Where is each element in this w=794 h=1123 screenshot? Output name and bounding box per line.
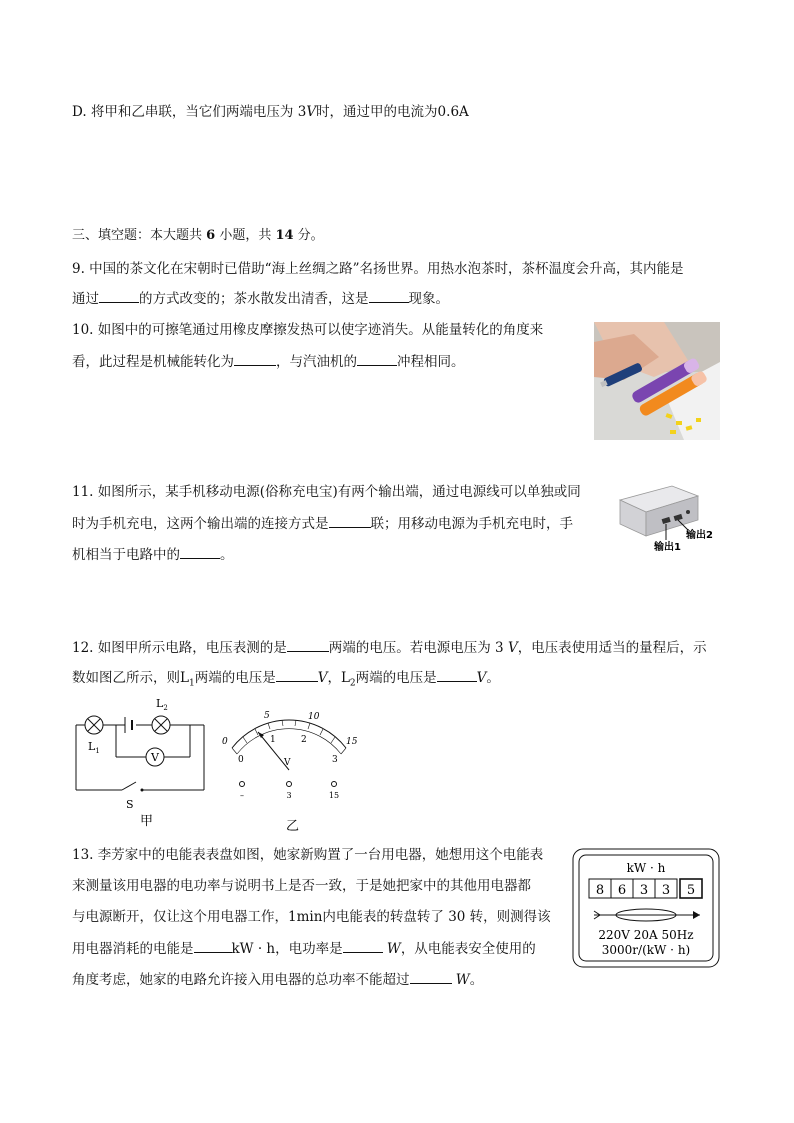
tick-lower-3: 3 — [332, 755, 338, 765]
voltmeter-label: V — [151, 751, 159, 764]
q9-text-2b: 的方式改变的；茶水散发出清香，这是 — [139, 291, 369, 307]
q13-unit-w2: W — [455, 972, 470, 988]
terminal-label-3: 3 — [286, 791, 292, 800]
q10-text-2b: ，与汽油机的 — [276, 354, 357, 370]
q12-unit-1: V — [317, 670, 328, 686]
q12-text-2c: ，L — [327, 670, 350, 686]
output-1-label: 输出1 — [654, 542, 681, 553]
q13-unit-w: W — [386, 941, 401, 957]
q12-text-2e: 。 — [486, 670, 500, 686]
meter-v-label: V — [284, 758, 291, 768]
needle-arrow-icon — [258, 732, 264, 738]
answer-blank[interactable] — [180, 544, 220, 559]
answer-blank[interactable] — [194, 938, 232, 953]
q11-text-2b: 联；用移动电源为手机充电时，手 — [370, 516, 573, 532]
voltmeter-dial — [218, 702, 363, 837]
q13-text-5a: 角度考虑，她家的电路允许接入用电器的总功率不能超过 — [72, 972, 410, 988]
q13-line-1 — [72, 845, 543, 865]
q11-text-3b: 。 — [220, 547, 234, 563]
answer-blank[interactable] — [287, 637, 329, 652]
tick-lower-2: 2 — [301, 735, 307, 745]
q13-text-4c: ，从电能表安全使用的 — [400, 941, 536, 957]
q11-text-1: 11. 如图所示，某手机移动电源(俗称充电宝)有两个输出端，通过电源线可以单独或同 — [72, 484, 581, 500]
l2-label — [156, 697, 168, 712]
q11-text-2a: 时为手机充电，这两个输出端的连接方式是 — [72, 516, 329, 532]
meter-digit: 3 — [639, 883, 649, 898]
terminal-15-icon — [332, 782, 337, 787]
meter-digit: 6 — [617, 883, 627, 898]
q13-text-4b: kW · h，电功率是 — [231, 941, 343, 957]
q13-text-3: 与电源断开，仅让这个用电器工作，1min内电能表的转盘转了 30 转，则测得该 — [72, 909, 551, 925]
lamp-l2-icon — [152, 716, 170, 734]
meter-digit: 5 — [686, 883, 696, 898]
q12-sub-1: 1 — [188, 678, 195, 689]
q10-line-2 — [72, 351, 465, 372]
q13-text-4a: 用电器消耗的电能是 — [72, 941, 194, 957]
q9-text-2a: 通过 — [72, 291, 99, 307]
meter-counter — [589, 879, 702, 898]
q13-text-1: 13. 李芳家中的电能表表盘如图，她家新购置了一台用电器，她想用这个电能表 — [72, 847, 544, 863]
terminal-negative-icon — [240, 782, 245, 787]
answer-blank[interactable] — [369, 288, 409, 303]
q12-text-1a: 12. 如图甲所示电路，电压表测的是 — [72, 640, 287, 656]
option-d-prefix: D. 将甲和乙串联，当它们两端电压为 3 — [72, 104, 307, 120]
tick-upper-0: 0 — [222, 737, 228, 747]
terminal-label-15: 15 — [328, 791, 340, 800]
figure-b-caption: 乙 — [286, 819, 300, 834]
l2-sub: 2 — [163, 704, 168, 712]
option-d-unit: V — [306, 104, 317, 120]
answer-blank[interactable] — [437, 667, 477, 682]
option-d — [72, 102, 469, 122]
tick-lower-0: 0 — [238, 755, 244, 765]
terminal-3-icon — [287, 782, 292, 787]
switch-contact-icon — [141, 789, 144, 792]
q11-line-1 — [72, 482, 581, 502]
section-title-b: 小题，共 — [215, 228, 276, 243]
terminal-label-negative: – — [240, 791, 244, 800]
answer-blank[interactable] — [99, 288, 139, 303]
erasable-pen-photo — [594, 322, 720, 440]
meter-digit: 8 — [595, 883, 605, 898]
q13-line-4 — [72, 938, 536, 959]
q13-line-5 — [72, 969, 483, 990]
q12-text-1b: 两端的电压。若电源电压为 3 — [328, 640, 508, 656]
meter-unit-label: kW · h — [626, 861, 666, 875]
q12-text-1c: ，电压表使用适当的量程后，示 — [517, 640, 707, 656]
q12-line-2 — [72, 667, 500, 694]
section-title-a: 三、填空题：本大题共 — [72, 228, 207, 243]
l2-letter: L — [156, 697, 164, 710]
q12-unit-2: V — [476, 670, 487, 686]
answer-blank[interactable] — [410, 969, 452, 984]
answer-blank[interactable] — [343, 938, 383, 953]
meter-spec-2: 3000r/(kW · h) — [601, 943, 691, 957]
l1-letter: L — [88, 740, 96, 753]
section-3-heading — [72, 226, 324, 246]
q10-text-2a: 看，此过程是机械能转化为 — [72, 354, 234, 370]
answer-blank[interactable] — [276, 667, 318, 682]
q12-unit: V — [507, 640, 518, 656]
q12-text-2d: 两端的电压是 — [355, 670, 437, 686]
meter-digit: 3 — [661, 883, 671, 898]
q13-text-5b: 。 — [469, 972, 484, 988]
q13-text-2: 来测量该用电器的电功率与说明书上是否一致，于是她把家中的其他用电器都 — [72, 878, 531, 894]
figure-a-caption: 甲 — [140, 814, 154, 829]
q10-line-1 — [72, 320, 543, 340]
q9-text-1: 9. 中国的茶文化在宋朝时已借助“海上丝绸之路”名扬世界。用热水泡茶时，茶杯温度会升高，其内能是 — [72, 261, 684, 277]
q12-line-1 — [72, 637, 707, 658]
l1-label — [88, 740, 100, 755]
q9-text-2c: 现象。 — [408, 291, 449, 307]
q13-line-2 — [72, 876, 531, 896]
power-bank-figure — [612, 482, 724, 554]
tick-upper-5: 5 — [264, 711, 270, 721]
energy-meter — [572, 848, 720, 968]
tick-lower-1: 1 — [270, 735, 276, 745]
tick-upper-10: 10 — [308, 712, 320, 722]
tick-upper-15: 15 — [346, 737, 358, 747]
output-2-label: 输出2 — [686, 530, 713, 541]
q13-line-3 — [72, 907, 551, 927]
q9-line-2 — [72, 288, 449, 309]
answer-blank[interactable] — [234, 351, 276, 366]
lamp-l1-icon — [85, 716, 103, 734]
q12-text-2a: 数如图乙所示，则L — [72, 670, 189, 686]
section-title-c: 分。 — [293, 228, 324, 243]
q11-line-2 — [72, 513, 573, 534]
voltmeter-icon — [146, 748, 164, 766]
switch-label: S — [126, 798, 134, 811]
q11-line-3 — [72, 544, 234, 565]
section-count: 6 — [206, 228, 216, 243]
q10-text-1: 10. 如图中的可擦笔通过用橡皮摩擦发热可以使字迹消失。从能量转化的角度来 — [72, 322, 544, 338]
q12-sub-2: 2 — [349, 678, 356, 689]
circuit-diagram — [70, 695, 210, 830]
answer-blank[interactable] — [357, 351, 397, 366]
q12-text-2b: 两端的电压是 — [194, 670, 276, 686]
answer-blank[interactable] — [329, 513, 371, 528]
l1-sub: 1 — [95, 747, 100, 755]
q10-text-2c: 冲程相同。 — [397, 354, 465, 370]
option-d-suffix: 时，通过甲的电流为0.6A — [316, 104, 469, 120]
meter-spec-1: 220V 20A 50Hz — [598, 928, 694, 942]
q9-line-1 — [72, 259, 683, 279]
q11-text-3a: 机相当于电路中的 — [72, 547, 180, 563]
section-score: 14 — [275, 228, 294, 243]
